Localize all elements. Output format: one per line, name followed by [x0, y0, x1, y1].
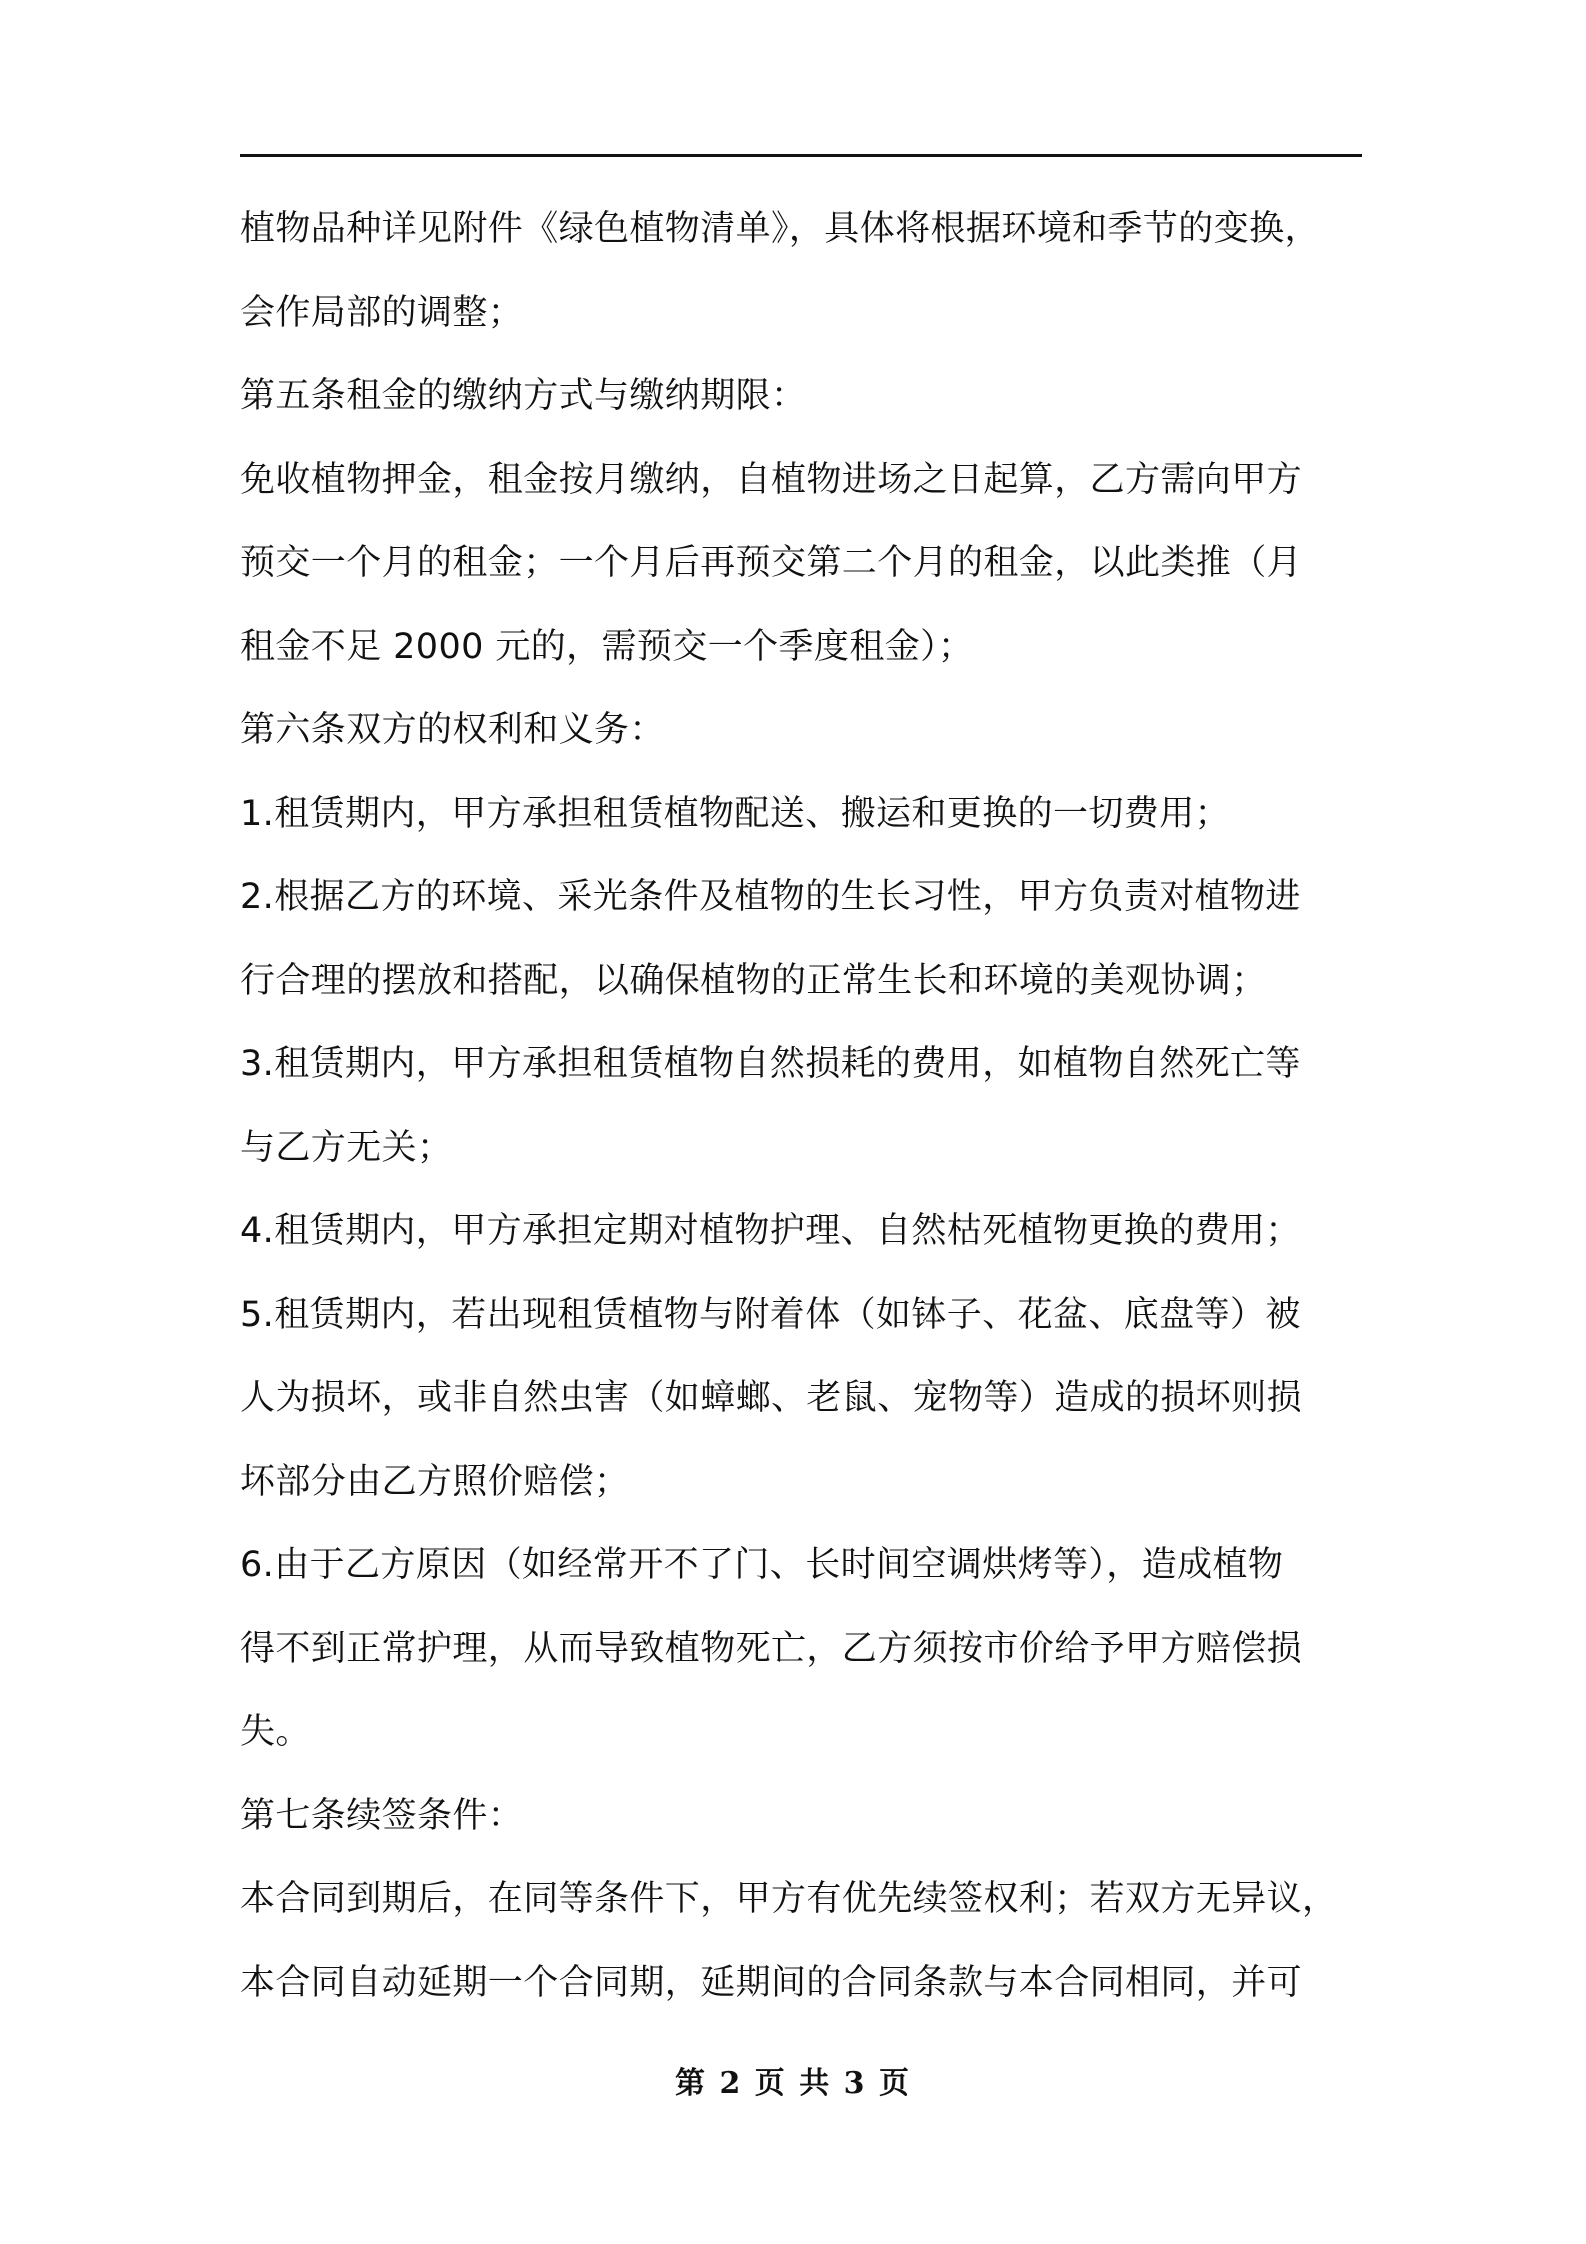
section-heading: 第七条续签条件： [240, 1795, 524, 1836]
list-item: 3.租赁期内，甲方承担租赁植物自然损耗的费用，如植物自然死亡等 [240, 1044, 1301, 1084]
text-line: 会作局部的调整； [240, 292, 524, 333]
list-item: 2.根据乙方的环境、采光条件及植物的生长习性，甲方负责对植物进 [240, 877, 1301, 917]
header-rule [240, 154, 1362, 157]
section-heading: 第五条租金的缴纳方式与缴纳期限： [240, 376, 807, 416]
text-line: 预交一个月的租金；一个月后再预交第二个月的租金，以此类推（月 [240, 543, 1303, 583]
text-line: 租金不足 2000 元的，需预交一个季度租金）； [240, 626, 974, 667]
list-item: 1.租赁期内，甲方承担租赁植物配送、搬运和更换的一切费用； [240, 793, 1230, 834]
list-item: 6.由于乙方原因（如经常开不了门、长时间空调烘烤等），造成植物 [240, 1545, 1284, 1585]
list-item: 4.租赁期内，甲方承担定期对植物护理、自然枯死植物更换的费用； [240, 1211, 1301, 1251]
text-line: 本合同到期后，在同等条件下，甲方有优先续签权利；若双方无异议， [240, 1879, 1338, 1919]
text-line: 本合同自动延期一个合同期，延期间的合同条款与本合同相同，并可 [240, 1962, 1303, 2003]
page-number-footer: 第 2 页 共 3 页 [675, 2066, 911, 2101]
text-line: 行合理的摆放和搭配，以确保植物的正常生长和环境的美观协调； [240, 960, 1267, 1001]
text-line: 免收植物押金，租金按月缴纳，自植物进场之日起算，乙方需向甲方 [240, 459, 1303, 500]
list-item: 5.租赁期内，若出现租赁植物与附着体（如钵子、花盆、底盘等）被 [240, 1294, 1301, 1335]
text-line: 坏部分由乙方照价赔偿； [240, 1461, 630, 1502]
text-line: 失。 [240, 1712, 311, 1752]
text-line: 与乙方无关； [240, 1127, 453, 1168]
text-line: 得不到正常护理，从而导致植物死亡，乙方须按市价给予甲方赔偿损 [240, 1628, 1303, 1669]
document-body [240, 188, 1365, 2025]
text-line: 人为损坏，或非自然虫害（如蟑螂、老鼠、宠物等）造成的损坏则损 [240, 1378, 1303, 1418]
text-line: 植物品种详见附件《绿色植物清单》，具体将根据环境和季节的变换， [240, 209, 1320, 249]
section-heading: 第六条双方的权利和义务： [240, 710, 665, 750]
